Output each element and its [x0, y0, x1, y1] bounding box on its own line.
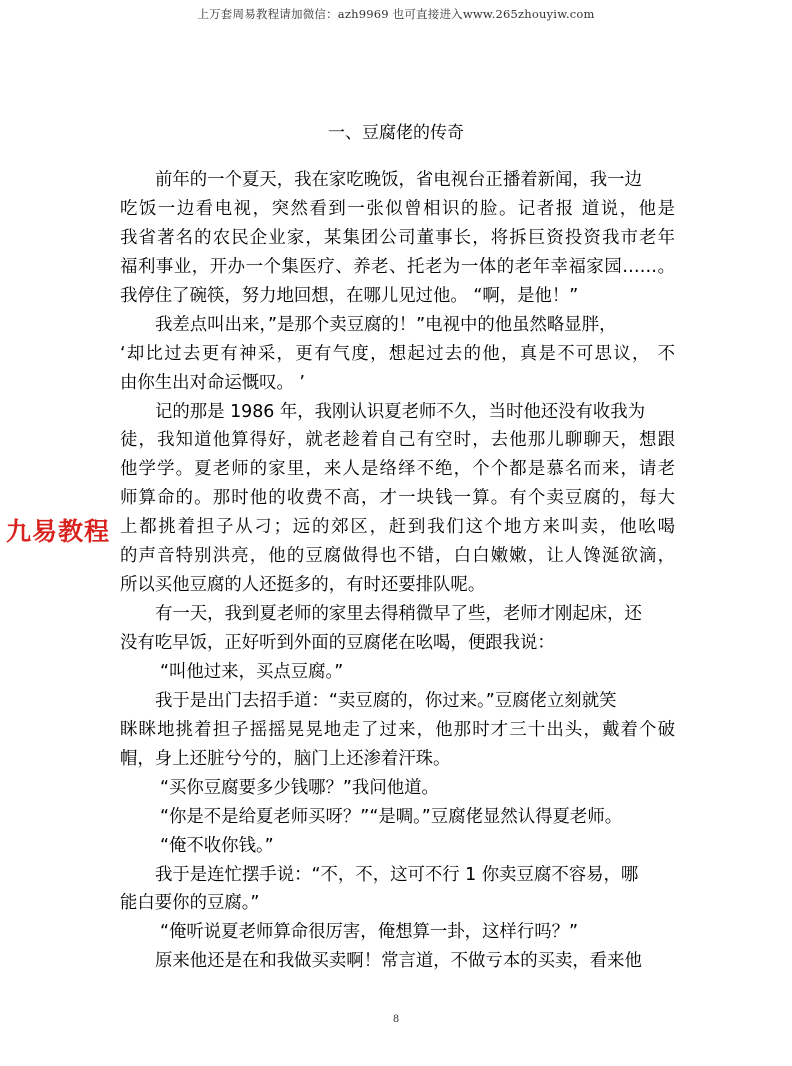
text-line: 我停住了碗筷，努力地回想，在哪儿见过他。 “啊，是他！” — [120, 285, 579, 306]
text-line: 能白要你的豆腐。” — [120, 893, 260, 914]
text-line: 眯眯地挑着担子摇摇晃晃地走了过来，他那时才三十出头，戴着个破 — [120, 719, 675, 740]
text-line: “俺不收你钱。” — [160, 835, 274, 856]
text-line: 福利事业，开办一个集医疗、养老、托老为一体的老年幸福家园……。 — [120, 256, 675, 277]
text-line: 帽，身上还脏兮兮的，脑门上还渗着汗珠。 — [120, 748, 451, 769]
text-line: 我于是出门去招手道：“卖豆腐的，你过来。”豆腐佬立刻就笑 — [155, 690, 617, 711]
text-line: ‘却比过去更有神采，更有气度，想起过去的他，真是不可思议， 不 — [120, 343, 675, 364]
text-line: “买你豆腐要多少钱哪？”我问他道。 — [160, 777, 439, 798]
text-line: 前年的一个夏天，我在家吃晚饭，省电视台正播着新闻，我一边 — [155, 170, 642, 190]
body-text — [120, 166, 675, 976]
text-line: 吃饭一边看电视，突然看到一张似曾相识的脸。记者报 道说，他是 — [120, 198, 675, 219]
text-line: 我于是连忙摆手说：“不，不，这可不行 1 你卖豆腐不容易，哪 — [155, 864, 639, 885]
watermark-logo: 九易教程 — [6, 517, 111, 546]
text-line: 所以买他豆腐的人还挺多的，有时还要排队呢。 — [120, 575, 486, 596]
text-line: 的声音特别洪亮，他的豆腐做得也不错，白白嫩嫩，让人馋涎欲滴， — [120, 546, 675, 567]
text-line: “你是不是给夏老师买呀？”“是啁。”豆腐佬显然认得夏老师。 — [160, 806, 623, 827]
text-line: 有一天，我到夏老师的家里去得稍微早了些，老师才刚起床，还 — [155, 604, 642, 625]
text-line: 他学学。夏老师的家里，来人是络绎不绝，个个都是慕名而来，请老 — [120, 459, 675, 480]
text-line: “俺听说夏老师算命很厉害，俺想算一卦，这样行吗？” — [160, 922, 579, 943]
text-line: 原来他还是在和我做买卖啊！常言道，不做亏本的买卖，看来他 — [155, 951, 642, 972]
text-line: 记的那是 1986 年，我刚认识夏老师不久，当时他还没有收我为 — [155, 401, 646, 422]
page-number: 8 — [392, 1014, 400, 1025]
header-banner: 上万套周易教程请加微信：azh9969 也可直接进入www.265zhouyiw.com — [197, 7, 595, 21]
text-line: 没有吃早饭，正好听到外面的豆腐佬在吆喝，便跟我说： — [120, 633, 555, 653]
text-line: 由你生出对命运慨叹。 ’ — [120, 372, 305, 393]
text-line: 我省著名的农民企业家，某集团公司董事长，将拆巨资投资我市老年 — [120, 227, 675, 248]
text-line: 上都挑着担子从刁；远的郊区，赶到我们这个地方来叫卖，他吆喝 — [120, 517, 675, 538]
text-line: 我差点叫出来，”是那个卖豆腐的！”电视中的他虽然略显胖， — [155, 314, 617, 335]
page-title: 一、豆腐佬的传奇 — [328, 123, 464, 143]
text-line: “叫他过来，买点豆腐。” — [160, 661, 344, 682]
text-line: 师算命的。那时他的收费不高，才一块钱一算。有个卖豆腐的，每大 — [120, 488, 675, 509]
text-line: 徒，我知道他算得好，就老趁着自己有空时，去他那儿聊聊天，想跟 — [120, 430, 675, 451]
